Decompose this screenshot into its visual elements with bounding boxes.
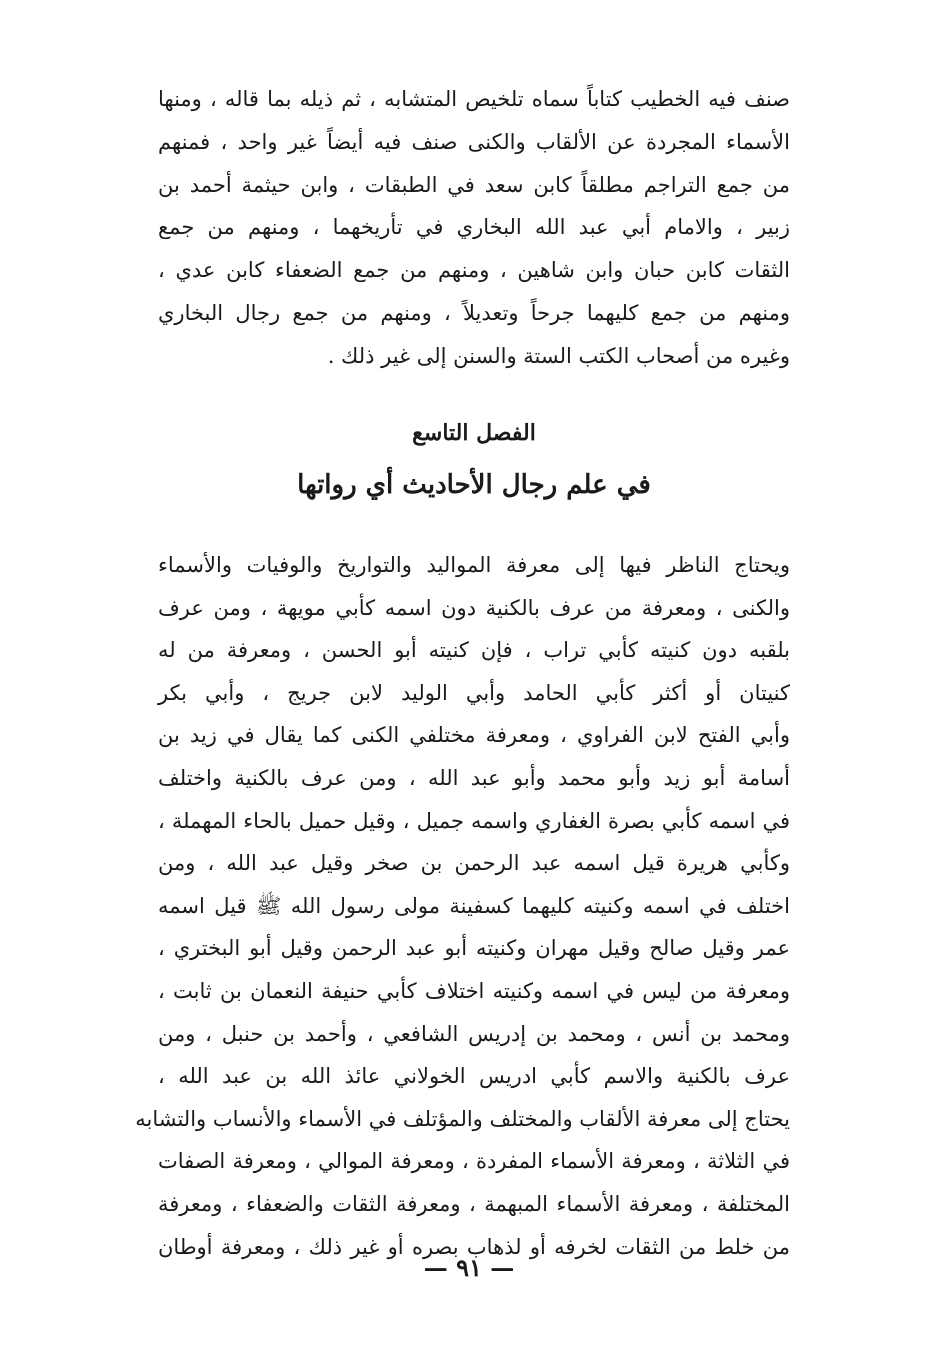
text-line: كنيتان أو أكثر كأبي الحامد وأبي الوليد لابن جريج ، وأبي بكر	[158, 680, 790, 705]
text-line: صنف فيه الخطيب كتاباً سماه تلخيص المتشابه ، ثم ذيله بما قاله ، ومنها	[158, 87, 790, 111]
text-line: ومعرفة من ليس في اسمه وكنيته اختلاف كأبي حنيفة النعمان بن ثابت ،	[158, 978, 790, 1003]
body-paragraph	[135, 544, 790, 1268]
text-line: بلقبه دون كنيته كأبي تراب ، فإن كنيته أبو الحسن ، ومعرفة من له	[158, 638, 790, 663]
text-line: وغيره من أصحاب الكتب الستة والسنن إلى غير ذلك .	[327, 343, 790, 368]
text-line: عرف بالكنية والاسم كأبي ادريس الخولاني عائذ الله بن عبد الله ،	[158, 1064, 790, 1089]
text-line: ومحمد بن أنس ، ومحمد بن إدريس الشافعي ، وأحمد بن حنبل ، ومن	[158, 1021, 790, 1046]
text-line: في اسمه كأبي بصرة الغفاري واسمه جميل ، وقيل حميل بالحاء المهملة ،	[158, 808, 790, 833]
chapter-subtitle: في علم رجال الأحاديث أي رواتها	[297, 470, 651, 500]
text-line: والكنى ، ومعرفة من عرف بالكنية دون اسمه كأبي مويهة ، ومن عرف	[158, 595, 790, 620]
text-line: وأبي الفتح لابن الفراوي ، ومعرفة مختلفي الكنى كما يقال في زيد بن	[158, 723, 790, 748]
text-line: من جمع التراجم مطلقاً كابن سعد في الطبقات ، وابن حيثمة أحمد بن	[158, 172, 790, 197]
text-line: ويحتاج الناظر فيها إلى معرفة المواليد والتواريخ والوفيات والأسماء	[158, 553, 790, 577]
text-line: المختلفة ، ومعرفة الأسماء المبهمة ، ومعرفة الثقات والضعفاء ، ومعرفة	[158, 1191, 790, 1216]
chapter-title: الفصل التاسع	[412, 420, 536, 446]
text-line: يحتاج إلى معرفة الألقاب والمختلف والمؤتلف في الأسماء والأنساب والتشابه	[135, 1106, 790, 1131]
text-line: أسامة أبو زيد وأبو محمد وأبو عبد الله ، ومن عرف بالكنية واختلف	[158, 765, 790, 790]
text-line: اختلف في اسمه وكنيته كليهما كسفينة مولى رسول الله ﷺ قيل اسمه	[158, 893, 790, 918]
text-line: عمر وقيل صالح وقيل مهران وكنيته أبو عبد الرحمن وقيل أبو البختري ،	[158, 936, 790, 961]
text-line: زبير ، والامام أبي عبد الله البخاري في تأريخهما ، ومنهم من جمع	[158, 215, 790, 240]
text-line: ومنهم من جمع كليهما جرحاً وتعديلاً ، ومنهم من جمع رجال البخاري	[158, 300, 790, 325]
text-line: الثقات كابن حبان وابن شاهين ، ومنهم من جمع الضعفاء كابن عدي ،	[158, 258, 790, 283]
text-line: من خلط من الثقات لخرفه أو لذهاب بصره أو غير ذلك ، ومعرفة أوطان	[158, 1234, 790, 1259]
text-line: وكأبي هريرة قيل اسمه عبد الرحمن بن صخر وقيل عبد الله ، ومن	[158, 851, 790, 876]
text-line: في الثلاثة ، ومعرفة الأسماء المفردة ، ومعرفة الموالي ، ومعرفة الصفات	[158, 1149, 790, 1174]
text-line: الأسماء المجردة عن الألقاب والكنى صنف فيه أيضاً غير واحد ، فمنهم	[158, 129, 790, 154]
top-paragraph	[158, 78, 790, 378]
page-number: — ٩١ —	[423, 1253, 515, 1282]
